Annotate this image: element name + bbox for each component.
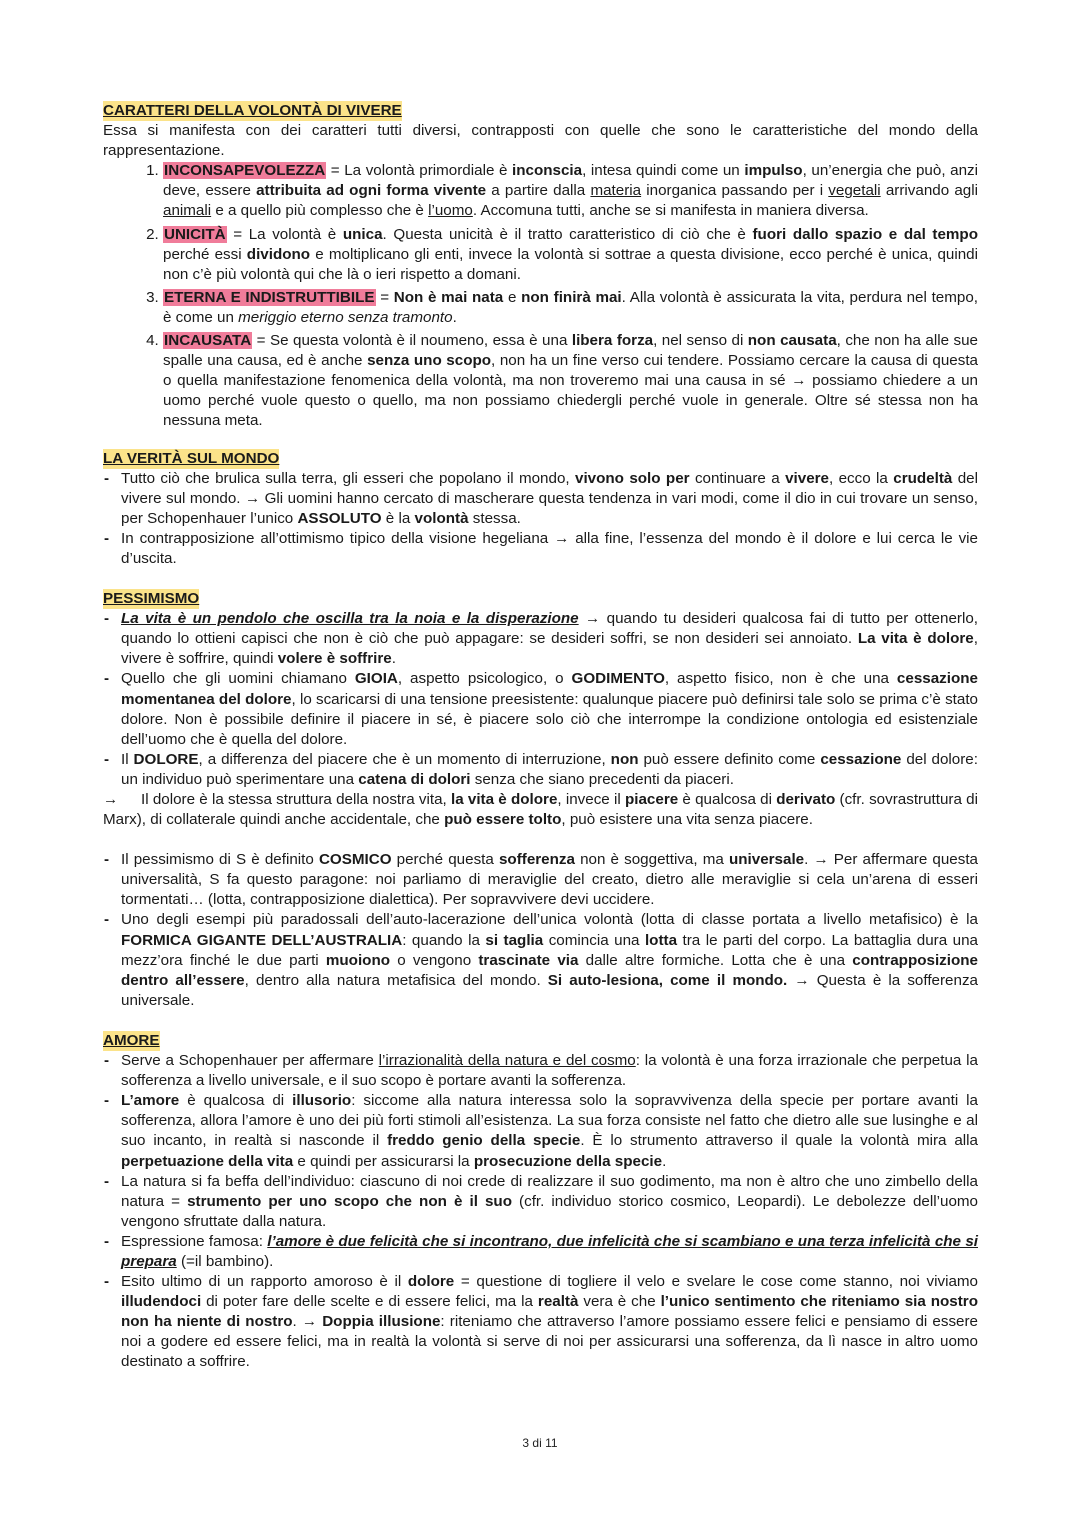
list-item: 4. INCAUSATA = Se questa volontà è il noumeno, essa è una libera forza, nel senso di non causata, che non ha alle sue spalle una causa, ed è anche senza uno scopo, non ha un fine verso cui tendere. Possiamo cercare la causa di questa o quella manifestazione fenomenica della volontà, ma non troveremo mai una causa in sé → possiamo chiedere a un uomo perché vuole questo o quello, ma non possiamo chiedergli perché vuole in generale. Oltre sé stessa non ha nessuna meta. — [163, 331, 978, 431]
list-item: - Uno degli esempi più paradossali dell’auto-lacerazione dell’unica volontà (lotta di classe portata a livello metafisico) è la FORMICA GIGANTE DELL’AUSTRALIA: quando la si taglia comincia una lotta tra le parti del corpo. La battaglia dura una mezz’ora finché le due parti muoiono o vengono trascinate via dalle altre formiche. Lotta che è una contrapposizione dentro all’essere, dentro alla natura metafisica del mondo. Si auto-lesiona, come il mondo. → Questa è la sofferenza universale. — [121, 910, 978, 1010]
dash-list — [103, 850, 978, 1011]
dash-list — [103, 609, 978, 790]
list-item: - In contrapposizione all’ottimismo tipico della visione hegeliana → alla fine, l’essenza del mondo è il dolore e lui cerca le vie d’uscita. — [121, 529, 978, 569]
numbered-list — [103, 161, 978, 431]
list-item: - La natura si fa beffa dell’individuo: ciascuno di noi crede di realizzare il suo godimento, ma non è altro che uno zimbello della natura = strumento per uno scopo che non è il suo (cfr. individuo storico cosmico, Leopardi). Le debolezze dell’uomo vengono sfruttate dalla natura. — [121, 1172, 978, 1232]
section-title: AMORE — [103, 1031, 160, 1049]
list-item: 1. INCONSAPEVOLEZZA = La volontà primordiale è inconscia, intesa quindi come un impulso, un’energia che può, anzi deve, essere attribuita ad ogni forma vivente a partire dalla materia inorganica passando per i vegetali arrivando agli animali e a quello più complesso che è l’uomo. Accomuna tutti, anche se si manifesta in maniera diversa. — [163, 161, 978, 221]
dash-list — [103, 1051, 978, 1373]
highlight-label: UNICITÀ — [164, 225, 226, 243]
section-pessimismo — [103, 589, 978, 1011]
paragraph: Essa si manifesta con dei caratteri tutti diversi, contrapposti con quelle che sono le caratteristiche del mondo della rappresentazione. — [103, 122, 978, 160]
dash-list — [103, 469, 978, 569]
list-item: - Il pessimismo di S è definito COSMICO perché questa sofferenza non è soggettiva, ma universale. → Per affermare questa universalità, S fa questo paragone: noi parliamo di meraviglie del creato, dietro alle meraviglie si cela un’arena di esseri tormentati… (lotta, contrapposizione dialettica). Per sopravvivere devi uccidere. — [121, 850, 978, 910]
list-item: - Espressione famosa: l’amore è due felicità che si incontrano, due infelicità che si scambiano e una terza infelicità che si prepara (=il bambino). — [121, 1232, 978, 1272]
document-page — [103, 101, 978, 1373]
arrow-icon: → — [103, 791, 119, 808]
section-title: LA VERITÀ SUL MONDO — [103, 449, 280, 467]
section-caratteri — [103, 101, 978, 432]
highlight-label: INCONSAPEVOLEZZA — [164, 162, 326, 180]
section-verita — [103, 449, 978, 570]
highlight-label: INCAUSATA — [164, 332, 252, 350]
list-item: - Tutto ciò che brulica sulla terra, gli esseri che popolano il mondo, vivono solo per continuare a vivere, ecco la crudeltà del vivere sul mondo. → Gli uomini hanno cercato di mascherare questa tendenza in vari modi, come il dio in cui trovare un senso, per Schopenhauer l’unico ASSOLUTO è la volontà stessa. — [121, 469, 978, 529]
list-item: 3. ETERNA E INDISTRUTTIBILE = Non è mai nata e non finirà mai. Alla volontà è assicurata la vita, perdura nel tempo, è come un meriggio eterno senza tramonto. — [163, 288, 978, 328]
arrow-paragraph: → Il dolore è la stessa struttura della nostra vita, la vita è dolore, invece il piacere è qualcosa di derivato (cfr. sovrastruttura di Marx), di collaterale quindi anche accidentale, che può essere tolto, può esistere una vita senza piacere. — [103, 791, 978, 829]
list-item: - Quello che gli uomini chiamano GIOIA, aspetto psicologico, o GODIMENTO, aspetto fisico, non è che una cessazione momentanea del dolore, lo scaricarsi di una tensione preesistente: qualunque piacere può definirsi tale solo se prima c’è stato dolore. Non è possibile definire il piacere in sé, è piacere solo ciò che interrompe la condizione ontologia ed esistenziale dell’uomo che è quella del dolore. — [121, 669, 978, 749]
list-item: 2. UNICITÀ = La volontà è unica. Questa unicità è il tratto caratteristico di ciò che è fuori dallo spazio e dal tempo perché essi dividono e moltiplicano gli enti, invece la volontà si sottrae a questa divisione, ecco perché è unica, quindi non c’è più volontà qui che là o ieri rispetto a domani. — [163, 225, 978, 285]
list-item: - Serve a Schopenhauer per affermare l’irrazionalità della natura e del cosmo: la volontà è una forza irrazionale che perpetua la sofferenza a livello universale, e il suo scopo è portare avanti la sofferenza. — [121, 1051, 978, 1091]
highlight-label: ETERNA E INDISTRUTTIBILE — [164, 288, 375, 306]
list-item: - Esito ultimo di un rapporto amoroso è il dolore = questione di togliere il velo e svelare le cose come stanno, noi viviamo illudendoci di poter fare delle scelte e di essere felici, ma la realtà vera è che l’unico sentimento che riteniamo sia nostro non ha niente di nostro. → Doppia illusione: riteniamo che attraverso l’amore possiamo essere felici e pensiamo di essere noi a godere ed essere felici, ma in realtà la volontà si serve di noi per assicurarsi una sofferenza, da lì nasce in altro uomo destinato a soffrire. — [121, 1272, 978, 1372]
list-item: - Il DOLORE, a differenza del piacere che è un momento di interruzione, non può essere definito come cessazione del dolore: un individuo può sperimentare una catena di dolori senza che siano precedenti da piaceri. — [121, 750, 978, 790]
list-item: - L’amore è qualcosa di illusorio: siccome alla natura interessa solo la sopravvivenza della specie per portare avanti la sofferenza, allora l’amore è uno dei più forti stimoli all’esistenza. La sua forza consiste nel fatto che dietro alle sue lusinghe e al suo incanto, in realtà si nasconde il freddo genio della specie. È lo strumento attraverso il quale la volontà mira alla perpetuazione della vita e quindi per assicurarsi la prosecuzione della specie. — [121, 1091, 978, 1171]
section-title: PESSIMISMO — [103, 590, 200, 608]
page-number: 3 di 11 — [522, 1436, 558, 1450]
section-title: CARATTERI DELLA VOLONTÀ DI VIVERE — [103, 102, 402, 119]
list-item: - La vita è un pendolo che oscilla tra la noia e la disperazione → quando tu desideri qualcosa fai di tutto per ottenerlo, quando lo ottieni capisci che non è ciò che può appagare: se desideri soffri, se non desideri sei annoiato. La vita è dolore, vivere è soffrire, quindi volere è soffrire. — [121, 609, 978, 669]
section-amore — [103, 1031, 978, 1373]
